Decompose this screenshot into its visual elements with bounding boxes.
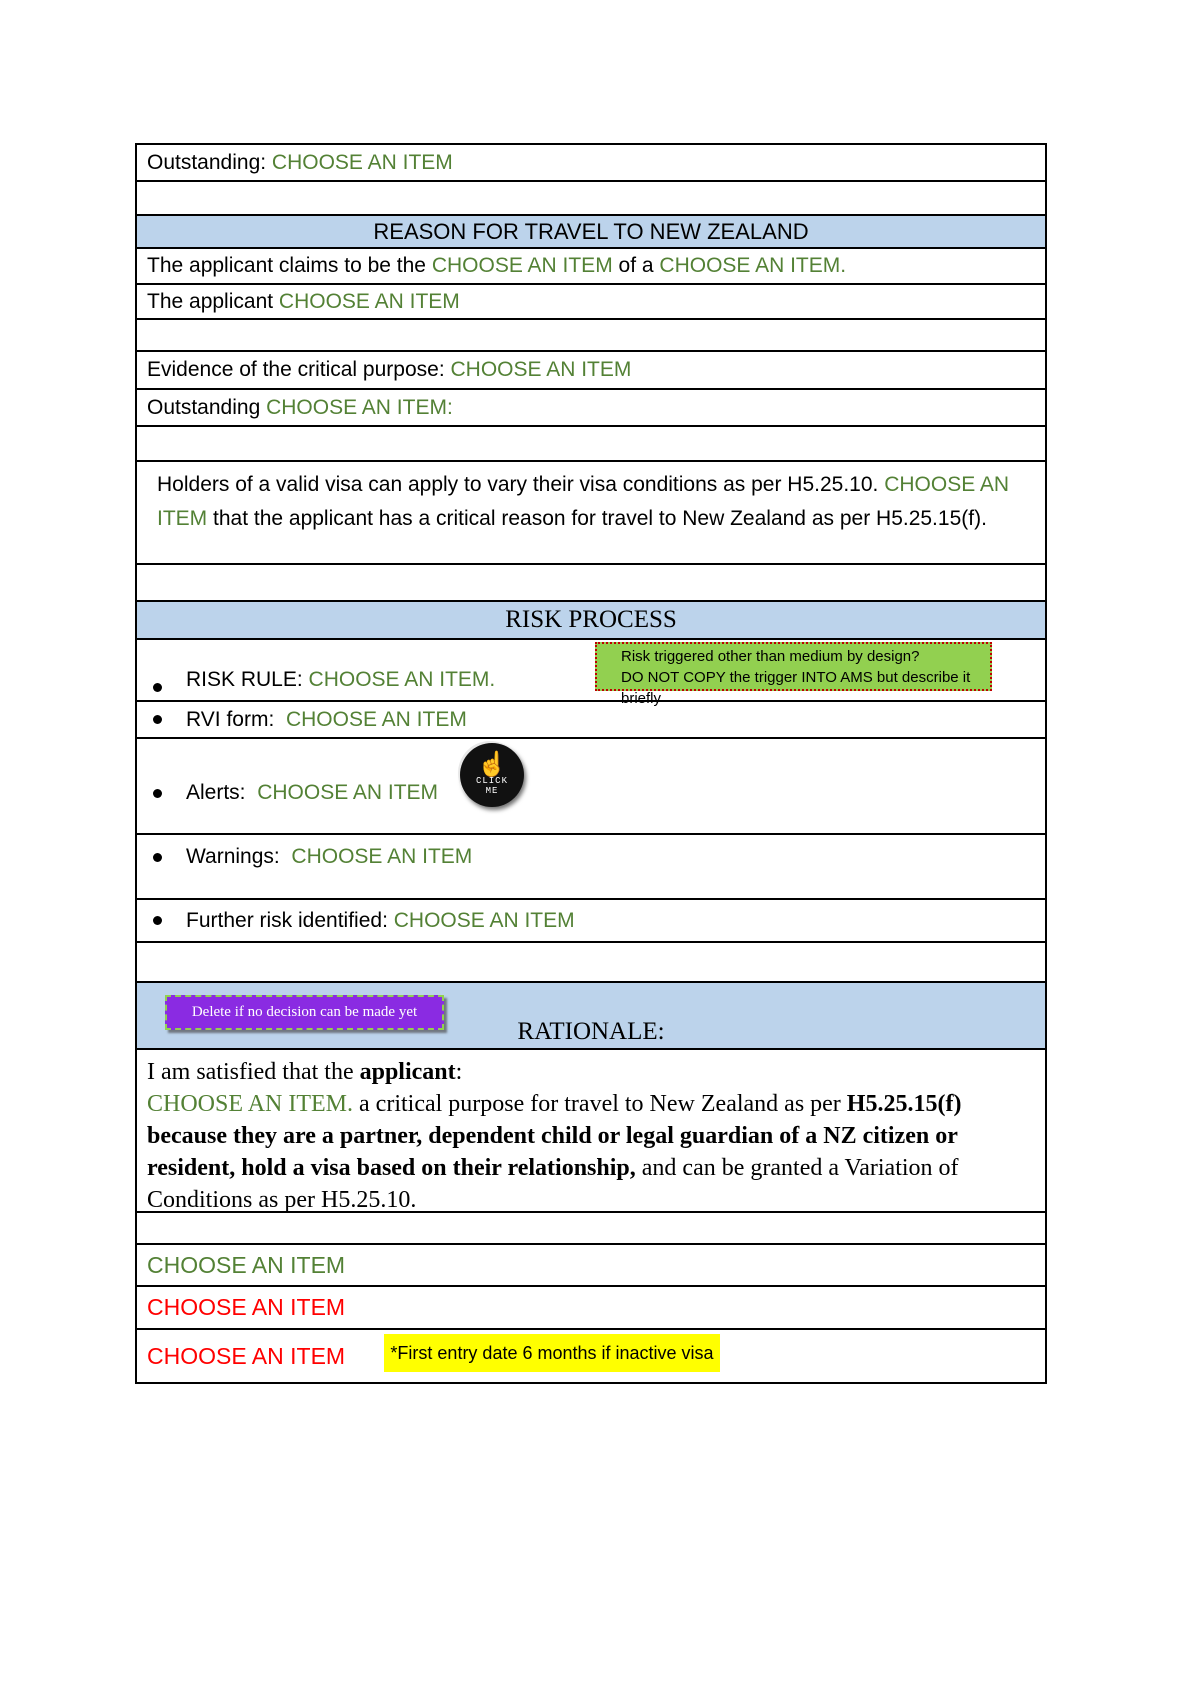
bullet-icon [153,789,162,798]
reason-header-label: REASON FOR TRAVEL TO NEW ZEALAND [373,218,809,244]
spacer-row [137,565,1045,602]
choose-an-item-dropdown[interactable]: CHOOSE AN ITEM [157,473,1015,530]
choose-an-item-dropdown[interactable]: CHOOSE AN ITEM [285,707,467,731]
rationale-text-2: a critical purpose for travel to New Zealand as per [353,1091,847,1117]
holders-text: Holders of a valid visa can apply to vary their visa conditions as per H5.25.10. [157,473,885,496]
choose-an-item-dropdown[interactable]: CHOOSE AN ITEM [393,908,575,932]
row-risk-rule [137,640,1045,707]
claims-text-2: of a [612,254,660,277]
row-choose-red-2 [137,1330,1045,1382]
choose-an-item-dropdown[interactable]: CHOOSE AN ITEM. [659,254,847,277]
risk-process-header-label: RISK PROCESS [505,606,677,633]
first-entry-note [384,1334,720,1372]
click-me-badge[interactable] [460,743,524,807]
choose-an-item-dropdown[interactable]: CHOOSE AN ITEM [450,358,632,381]
row-holders [137,462,1045,565]
warnings-label: Warnings: [186,845,292,868]
spacer-row [137,182,1045,216]
rationale-text-3: and can be granted a Variation of Conditions as per H5.25.10. [147,1155,965,1213]
choose-an-item-dropdown[interactable]: CHOOSE AN ITEM [147,1342,346,1369]
pointing-hand-icon: ☝ [477,751,507,778]
section-header-risk-process [137,602,1045,640]
rationale-colon: : [455,1059,463,1085]
bullet-icon [153,853,162,862]
risk-trigger-note [595,642,992,707]
choose-an-item-dropdown[interactable]: CHOOSE AN ITEM [278,289,460,313]
rationale-bold-applicant: applicant [359,1059,456,1085]
row-choose-green [137,1245,1045,1287]
risk-trigger-note-line2: DO NOT COPY the trigger INTO AMS but describe it briefly [621,669,975,707]
decision-table [135,143,1047,1384]
bullet-icon [153,916,162,925]
risk-rule-label: RISK RULE: [186,668,309,691]
row-choose-red-1 [137,1287,1045,1330]
outstanding-label: Outstanding: [147,150,272,174]
choose-an-item-dropdown[interactable]: CHOOSE AN ITEM: [266,395,453,419]
choose-an-item-dropdown[interactable]: CHOOSE AN ITEM [271,150,453,174]
bullet-icon [153,683,162,692]
rvi-form-label: RVI form: [186,707,286,731]
applicant-text: The applicant [147,289,279,313]
section-header-reason [137,216,1045,249]
rationale-header-label: RATIONALE: [517,1018,665,1045]
spacer-row [137,1213,1045,1245]
choose-an-item-dropdown[interactable]: CHOOSE AN ITEM [431,254,613,277]
delete-note-label: Delete if no decision can be made yet [191,1004,418,1020]
choose-an-item-dropdown[interactable]: CHOOSE AN ITEM. [308,668,496,691]
row-evidence [137,352,1045,390]
row-outstanding [137,145,1045,182]
row-further-risk [137,900,1045,943]
row-rvi-form [137,702,1045,739]
risk-trigger-note-line1: Risk triggered other than medium by design? [621,648,920,665]
row-applicant [137,285,1045,320]
evidence-text: Evidence of the critical purpose: [147,358,451,381]
holders-text-2: that the applicant has a critical reason for travel to New Zealand as per H5.25.15(f). [207,507,987,530]
alerts-label: Alerts: [186,781,258,804]
spacer-row [137,427,1045,462]
section-header-rationale [137,983,1045,1050]
click-me-label-line1: CLICK [475,776,508,786]
spacer-row [137,943,1045,983]
row-alerts [137,739,1045,835]
choose-an-item-dropdown[interactable]: CHOOSE AN ITEM [147,1294,346,1320]
choose-an-item-dropdown[interactable]: CHOOSE AN ITEM [257,781,439,804]
click-me-label-line2: ME [485,786,499,796]
row-claims [137,249,1045,285]
rationale-paragraph [137,1050,1045,1216]
rationale-bold-clause: H5.25.15(f) because they are a partner, dependent child or legal guardian of a NZ citizen or resident, hold a visa based on their relationship, [147,1091,968,1181]
row-warnings [137,835,1045,900]
claims-text: The applicant claims to be the [147,254,432,277]
bullet-icon [153,715,162,724]
row-rationale [137,1050,1045,1213]
further-risk-label: Further risk identified: [186,908,394,932]
spacer-row [137,320,1045,352]
choose-an-item-dropdown[interactable]: CHOOSE AN ITEM [147,1251,346,1278]
row-outstanding-2 [137,390,1045,427]
first-entry-note-label: *First entry date 6 months if inactive visa [390,1342,714,1363]
choose-an-item-dropdown[interactable]: CHOOSE AN ITEM. [147,1091,354,1117]
delete-note-box[interactable] [165,995,444,1030]
outstanding2-text: Outstanding [147,395,267,419]
holders-paragraph [147,462,1045,536]
rationale-text: I am satisfied that the [147,1059,360,1085]
choose-an-item-dropdown[interactable]: CHOOSE AN ITEM [291,845,473,868]
